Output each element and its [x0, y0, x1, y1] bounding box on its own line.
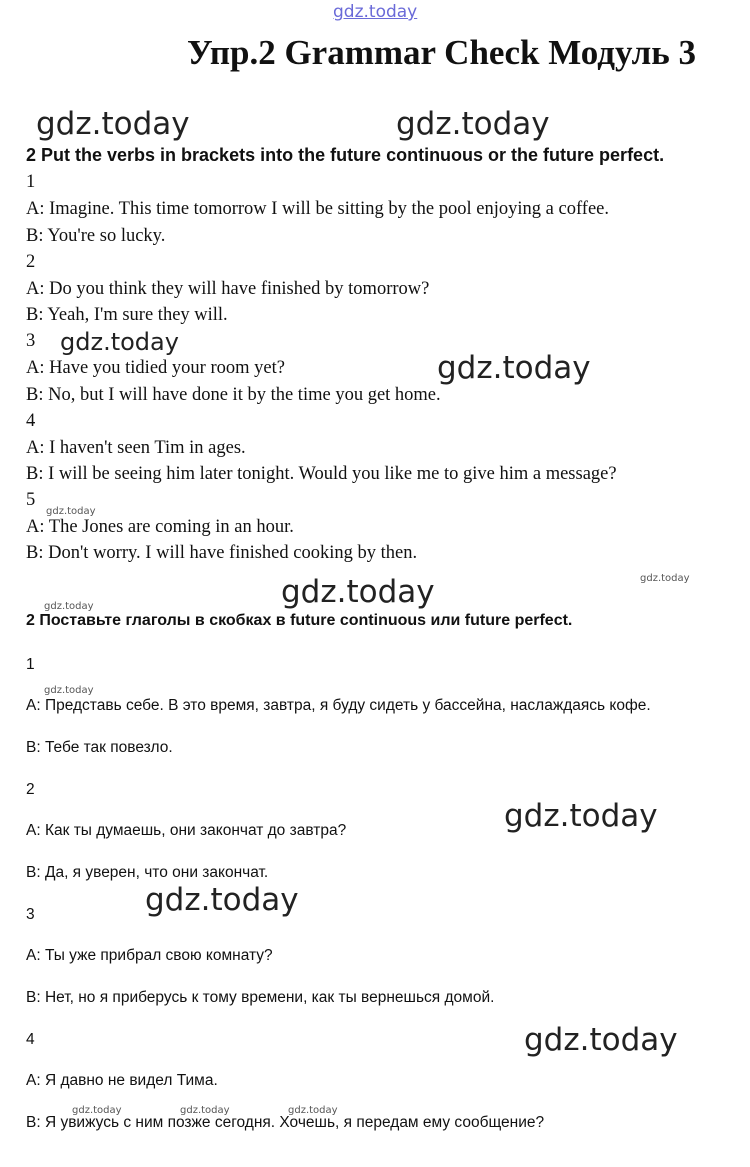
exercise-heading-en: 2 Put the verbs in brackets into the future continuous or the future perfect.	[26, 145, 665, 165]
watermark: gdz.today	[504, 798, 658, 834]
dialogue-line-b: B: Тебе так повезло.	[26, 739, 173, 756]
item-number: 3	[26, 906, 35, 923]
watermark: gdz.today	[640, 573, 690, 584]
dialogue-line-a: A: Я давно не видел Тима.	[26, 1072, 218, 1089]
watermark: gdz.today	[36, 106, 190, 142]
item-number: 2	[26, 781, 35, 798]
watermark: gdz.today	[180, 1105, 230, 1116]
item-number: 3	[26, 331, 36, 351]
item-number: 5	[26, 490, 36, 510]
item-number: 1	[26, 656, 35, 673]
dialogue-line-b: B: No, but I will have done it by the time you get home.	[26, 385, 441, 405]
watermark: gdz.today	[60, 328, 179, 356]
watermark: gdz.today	[281, 574, 435, 610]
watermark: gdz.today	[396, 106, 550, 142]
dialogue-line-a: A: Представь себе. В это время, завтра, я буду сидеть у бассейна, наслаждаясь кофе.	[26, 697, 651, 714]
dialogue-line-a: A: Как ты думаешь, они закончат до завтра?	[26, 822, 347, 839]
dialogue-line-a: A: Do you think they will have finished by tomorrow?	[26, 279, 430, 299]
watermark: gdz.today	[145, 882, 299, 918]
watermark: gdz.today	[524, 1022, 678, 1058]
item-number: 2	[26, 252, 36, 272]
watermark: gdz.today	[288, 1105, 338, 1116]
watermark: gdz.today	[46, 506, 96, 517]
watermark: gdz.today	[44, 685, 94, 696]
exercise-heading-ru: 2 Поставьте глаголы в скобках в future continuous или future perfect.	[26, 612, 573, 629]
item-number: 4	[26, 411, 36, 431]
page-title: Упр.2 Grammar Check Модуль 3	[187, 33, 696, 72]
dialogue-line-a: A: Ты уже прибрал свою комнату?	[26, 947, 273, 964]
dialogue-line-b: B: I will be seeing him later tonight. Would you like me to give him a message?	[26, 464, 617, 484]
dialogue-line-b: B: You're so lucky.	[26, 226, 166, 246]
dialogue-line-b: B: Нет, но я приберусь к тому времени, как ты вернешься домой.	[26, 989, 495, 1006]
dialogue-line-a: A: The Jones are coming in an hour.	[26, 517, 294, 537]
watermark-top-link[interactable]: gdz.today	[333, 2, 418, 22]
dialogue-line-a: A: Have you tidied your room yet?	[26, 358, 285, 378]
dialogue-line-b: B: Don't worry. I will have finished cooking by then.	[26, 543, 418, 563]
item-number: 1	[26, 172, 36, 192]
watermark: gdz.today	[44, 601, 94, 612]
dialogue-line-a: A: Imagine. This time tomorrow I will be sitting by the pool enjoying a coffee.	[26, 199, 609, 219]
dialogue-line-b: B: Yeah, I'm sure they will.	[26, 305, 228, 325]
dialogue-line-a: A: I haven't seen Tim in ages.	[26, 438, 246, 458]
watermark: gdz.today	[72, 1105, 122, 1116]
item-number: 4	[26, 1031, 35, 1048]
dialogue-line-b: B: Да, я уверен, что они закончат.	[26, 864, 269, 881]
watermark: gdz.today	[437, 350, 591, 386]
dialogue-line-b: B: Я увижусь с ним позже сегодня. Хочешь, я передам ему сообщение?	[26, 1114, 545, 1131]
